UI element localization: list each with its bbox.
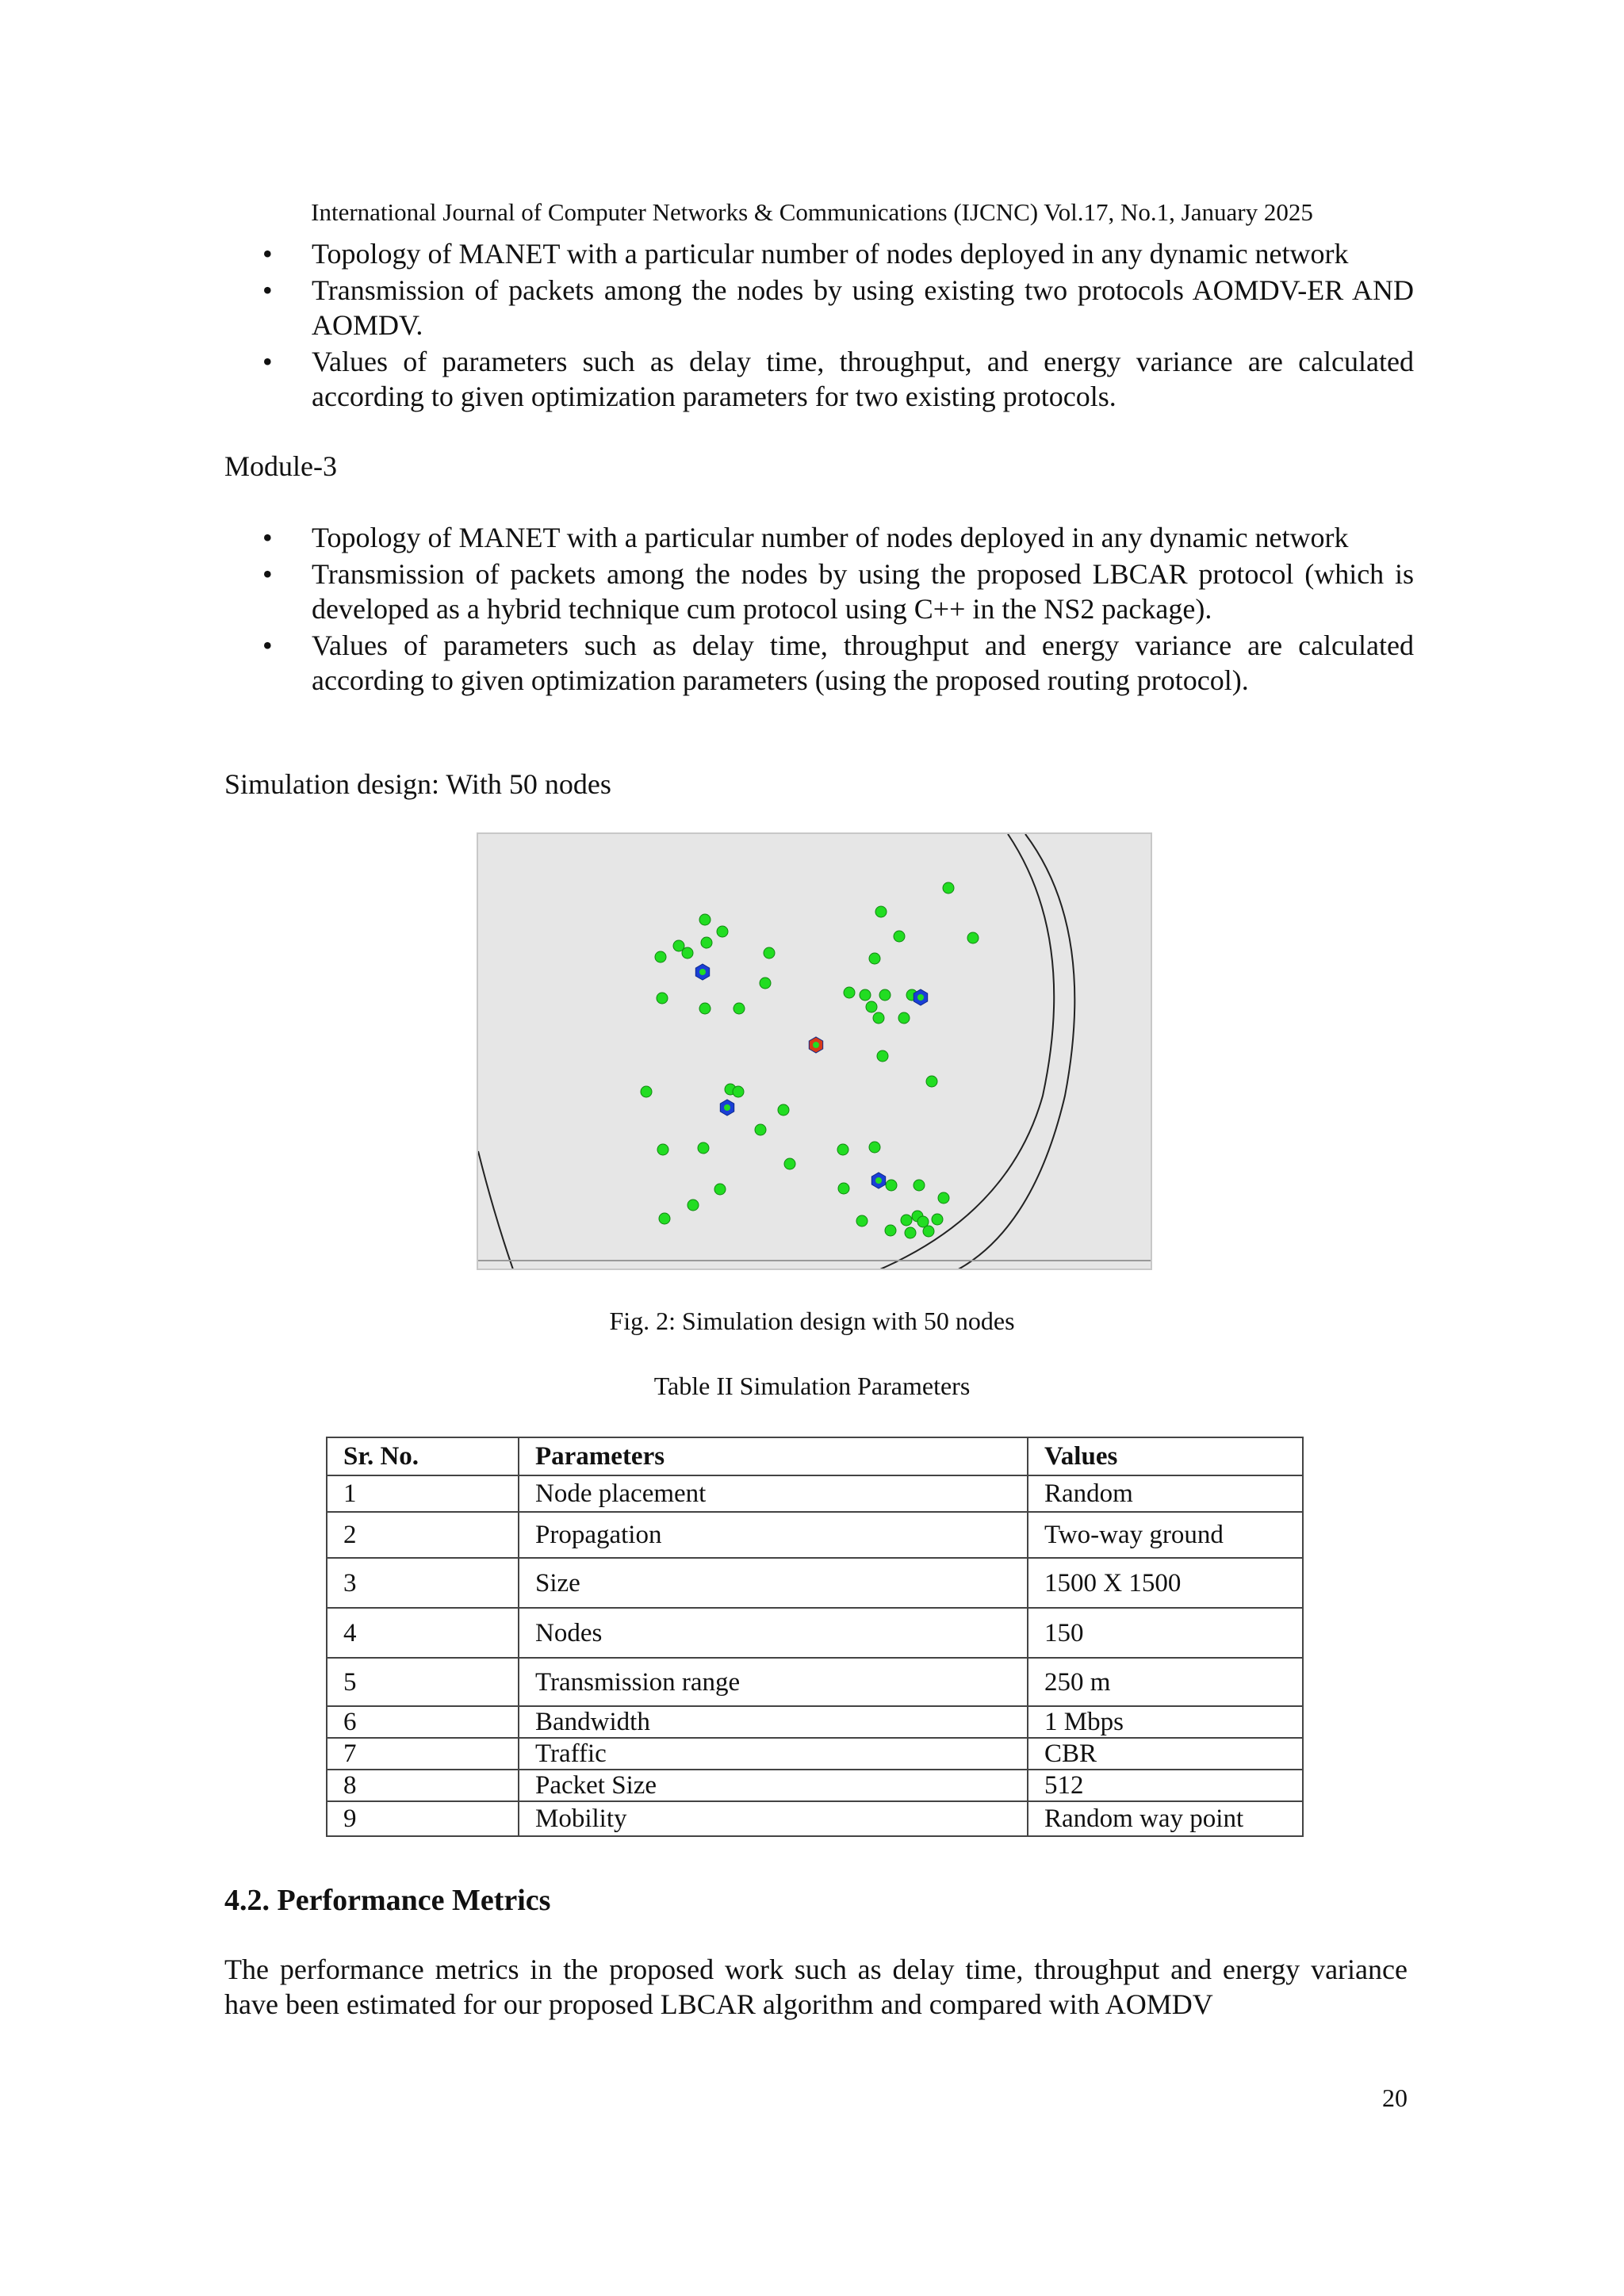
network-node <box>901 1215 912 1226</box>
table-cell: Two-way ground <box>1028 1512 1303 1558</box>
table-cell: Transmission range <box>519 1658 1028 1706</box>
table-cell: 5 <box>327 1658 519 1706</box>
cluster-head-node-core <box>875 1177 882 1184</box>
table-cell: Propagation <box>519 1512 1028 1558</box>
node-circle <box>699 1003 710 1014</box>
cluster-head-node-core <box>699 969 706 975</box>
table-cell: Bandwidth <box>519 1706 1028 1738</box>
network-node <box>879 989 891 1001</box>
list-item: • Values of parameters such as delay time, throughput and energy variance are calculated according to given optimization parameters (using the proposed routing protocol). <box>224 628 1414 698</box>
node-circle <box>923 1226 934 1237</box>
module3-label: Module-3 <box>224 450 337 482</box>
node-circle <box>701 937 712 948</box>
network-node <box>778 1104 789 1115</box>
node-circle <box>778 1104 789 1115</box>
node-circle <box>764 947 775 959</box>
header-cell: Values <box>1028 1437 1303 1475</box>
network-node <box>967 932 979 943</box>
node-circle <box>932 1214 943 1225</box>
node-circle <box>698 1142 709 1154</box>
network-node <box>926 1076 937 1087</box>
table-cell: 150 <box>1028 1608 1303 1658</box>
node-circle <box>901 1215 912 1226</box>
table-cell: 1500 X 1500 <box>1028 1558 1303 1608</box>
table-row <box>327 1801 1303 1836</box>
node-circle <box>873 1012 884 1024</box>
node-circle <box>869 953 880 964</box>
table-cell: 9 <box>327 1801 519 1836</box>
table-cell: 512 <box>1028 1770 1303 1801</box>
module3-bullet-list <box>224 520 1414 699</box>
network-node <box>905 1227 916 1238</box>
list-item: • Values of parameters such as delay time, throughput, and energy variance are calculated according to given optimization parameters for two existing protocols. <box>224 344 1414 414</box>
page-number: 20 <box>1382 2084 1408 2112</box>
network-node <box>894 931 905 942</box>
network-node <box>877 1050 888 1062</box>
node-circle <box>657 993 668 1004</box>
table-row <box>327 1658 1303 1706</box>
node-circle <box>938 1192 949 1203</box>
network-node <box>760 978 771 989</box>
node-circle <box>967 932 979 943</box>
network-node <box>886 1180 897 1191</box>
table-row <box>327 1608 1303 1658</box>
node-circle <box>733 1003 745 1014</box>
node-circle <box>784 1158 795 1169</box>
list-item: • Topology of MANET with a particular number of nodes deployed in any dynamic network <box>224 236 1414 271</box>
header-cell: Parameters <box>519 1437 1028 1475</box>
node-circle <box>869 1142 880 1153</box>
table-cell: 7 <box>327 1738 519 1770</box>
network-node <box>860 989 871 1001</box>
table-cell: Nodes <box>519 1608 1028 1658</box>
table-cell: 6 <box>327 1706 519 1738</box>
list-item: • Transmission of packets among the nodes by using the proposed LBCAR protocol (which is developed as a hybrid technique cum protocol using C++ in the NS2 package). <box>224 557 1414 626</box>
table-cell: 8 <box>327 1770 519 1801</box>
source-node-core <box>813 1042 819 1048</box>
network-node <box>837 1144 848 1155</box>
network-node <box>657 1144 668 1155</box>
network-node <box>856 1215 868 1226</box>
node-circle <box>866 1001 877 1012</box>
network-node <box>866 1001 877 1012</box>
table-cell: Traffic <box>519 1738 1028 1770</box>
simulation-topology <box>478 834 1152 1270</box>
nodes-layer <box>641 882 979 1238</box>
network-node <box>682 947 693 959</box>
network-node <box>875 906 887 917</box>
node-circle <box>717 926 728 937</box>
node-circle <box>885 1225 896 1236</box>
range-arc-inner <box>875 834 1054 1270</box>
network-node <box>733 1086 744 1097</box>
table-row <box>327 1475 1303 1512</box>
table-row <box>327 1738 1303 1770</box>
node-circle <box>877 1050 888 1062</box>
figure-caption: Fig. 2: Simulation design with 50 nodes <box>609 1307 1015 1335</box>
range-arc-outer <box>954 834 1074 1270</box>
node-circle <box>926 1076 937 1087</box>
network-node <box>938 1192 949 1203</box>
network-node <box>688 1200 699 1211</box>
table-cell: Random way point <box>1028 1801 1303 1836</box>
network-node <box>733 1003 745 1014</box>
table-cell: Size <box>519 1558 1028 1608</box>
node-circle <box>943 882 954 894</box>
node-circle <box>659 1213 670 1224</box>
node-circle <box>657 1144 668 1155</box>
node-circle <box>760 978 771 989</box>
cluster-head-node-core <box>917 994 924 1001</box>
module2-bullet-list <box>224 236 1414 415</box>
body-paragraph: The performance metrics in the proposed work such as delay time, throughput and energy variance have been estimated for our proposed LBCAR algorithm and compared with AOMDV <box>224 1954 1408 2020</box>
node-circle <box>837 1144 848 1155</box>
list-item: • Topology of MANET with a particular number of nodes deployed in any dynamic network <box>224 520 1414 555</box>
table-row <box>327 1706 1303 1738</box>
node-circle <box>914 1180 925 1191</box>
table-caption: Table II Simulation Parameters <box>653 1372 971 1400</box>
network-node <box>898 1012 910 1024</box>
node-circle <box>860 989 871 1001</box>
network-node <box>701 937 712 948</box>
node-circle <box>714 1184 726 1195</box>
network-node <box>869 953 880 964</box>
network-node <box>657 993 668 1004</box>
node-circle <box>898 1012 910 1024</box>
range-arc-left <box>478 1151 514 1270</box>
network-node <box>755 1124 766 1135</box>
network-node <box>923 1226 934 1237</box>
network-node <box>714 1184 726 1195</box>
network-node <box>932 1214 943 1225</box>
table-header-row <box>327 1437 1303 1475</box>
node-circle <box>641 1086 652 1097</box>
network-node <box>885 1225 896 1236</box>
node-circle <box>755 1124 766 1135</box>
network-node <box>699 1003 710 1014</box>
table-cell: 3 <box>327 1558 519 1608</box>
network-node <box>655 951 666 962</box>
node-circle <box>838 1183 849 1194</box>
network-node <box>869 1142 880 1153</box>
simulation-figure <box>477 832 1152 1270</box>
node-circle <box>886 1180 897 1191</box>
table-cell: 250 m <box>1028 1658 1303 1706</box>
node-circle <box>875 906 887 917</box>
header-cell: Sr. No. <box>327 1437 519 1475</box>
network-node <box>838 1183 849 1194</box>
table-cell: Packet Size <box>519 1770 1028 1801</box>
node-circle <box>688 1200 699 1211</box>
network-node <box>641 1086 652 1097</box>
table-cell: 4 <box>327 1608 519 1658</box>
network-node <box>844 987 855 998</box>
simulation-parameters-table <box>326 1437 1304 1837</box>
table-row <box>327 1770 1303 1801</box>
node-circle <box>856 1215 868 1226</box>
table-cell: Node placement <box>519 1475 1028 1512</box>
table-cell: Random <box>1028 1475 1303 1512</box>
network-node <box>873 1012 884 1024</box>
cluster-head-node-core <box>724 1104 730 1111</box>
section-heading: 4.2. Performance Metrics <box>224 1884 551 1917</box>
node-circle <box>844 987 855 998</box>
node-circle <box>894 931 905 942</box>
table-row <box>327 1512 1303 1558</box>
network-node <box>717 926 728 937</box>
simulation-design-label: Simulation design: With 50 nodes <box>224 768 611 800</box>
table-row <box>327 1558 1303 1608</box>
list-item: • Transmission of packets among the nodes by using existing two protocols AOMDV-ER AND AOMDV. <box>224 273 1414 342</box>
journal-header: International Journal of Computer Networks & Communications (IJCNC) Vol.17, No.1, January 2025 <box>311 198 1313 226</box>
network-node <box>659 1213 670 1224</box>
table-cell: 2 <box>327 1512 519 1558</box>
network-node <box>698 1142 709 1154</box>
node-circle <box>699 914 710 925</box>
node-circle <box>682 947 693 959</box>
network-node <box>699 914 710 925</box>
network-node <box>764 947 775 959</box>
table-cell: 1 <box>327 1475 519 1512</box>
table-cell: Mobility <box>519 1801 1028 1836</box>
table-cell: CBR <box>1028 1738 1303 1770</box>
node-circle <box>655 951 666 962</box>
network-node <box>914 1180 925 1191</box>
node-circle <box>879 989 891 1001</box>
node-circle <box>905 1227 916 1238</box>
table-cell: 1 Mbps <box>1028 1706 1303 1738</box>
node-circle <box>733 1086 744 1097</box>
network-node <box>943 882 954 894</box>
network-node <box>784 1158 795 1169</box>
